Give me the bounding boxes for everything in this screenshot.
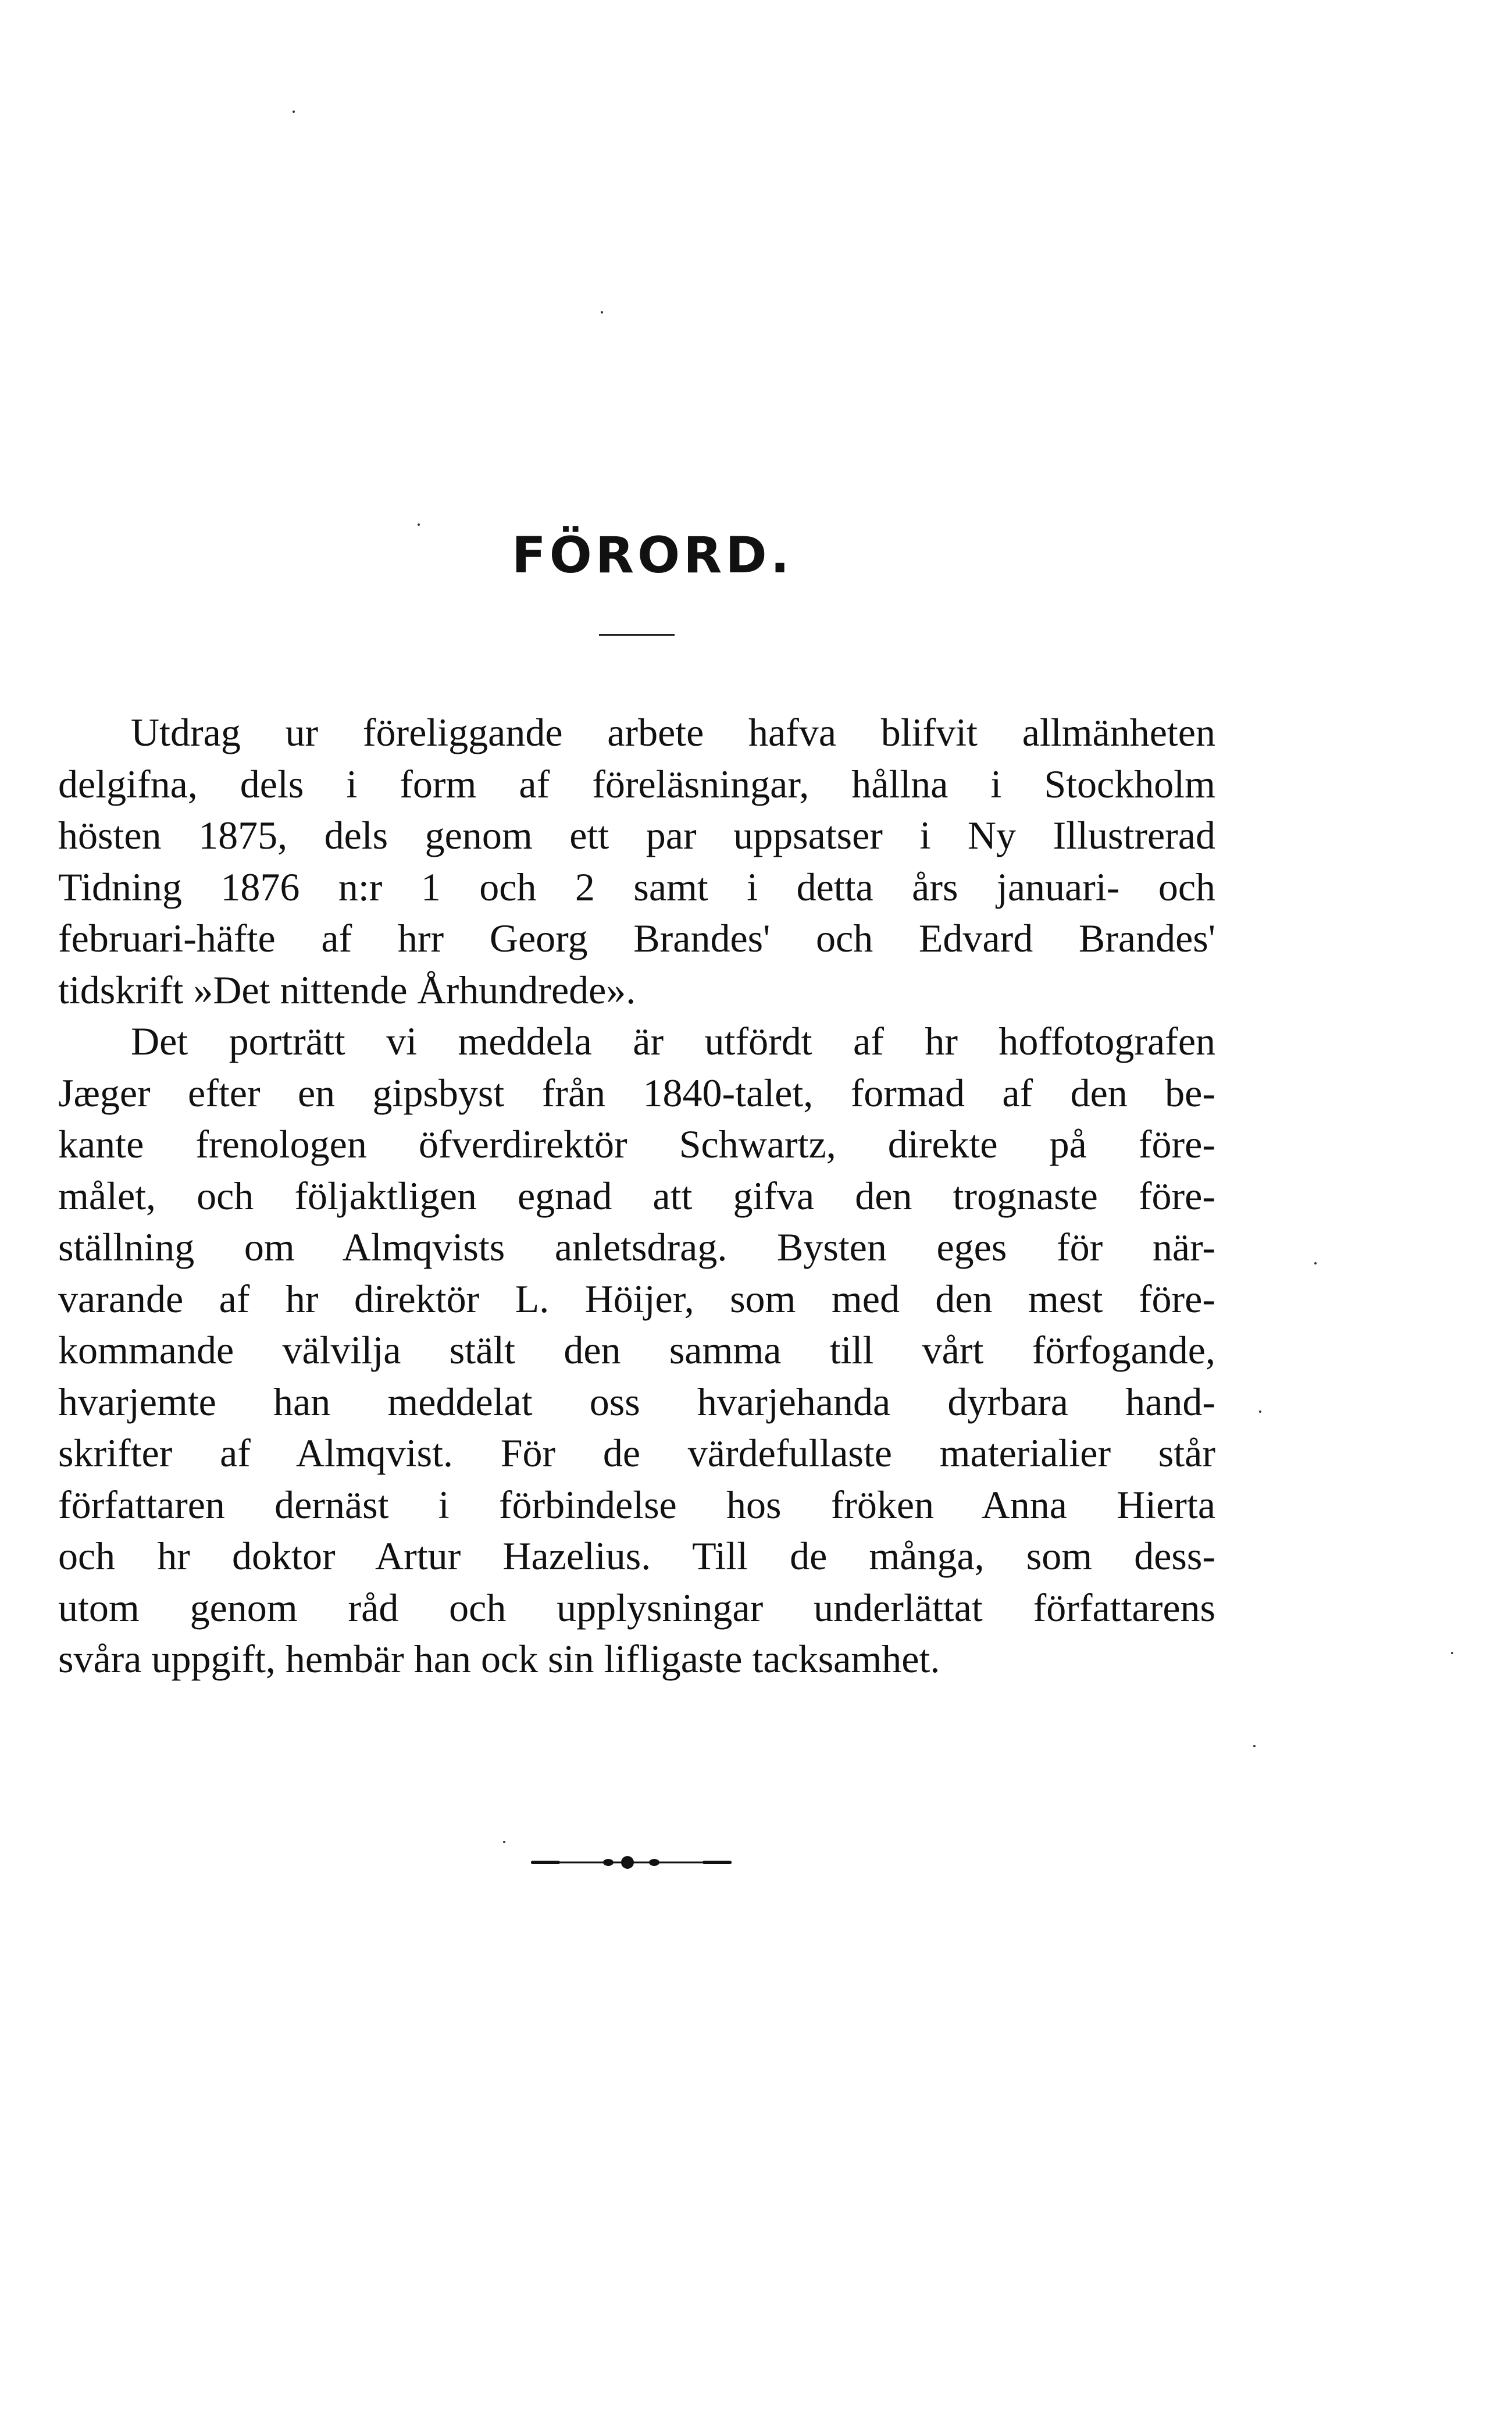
page-title: FÖRORD. (512, 526, 793, 585)
print-speck (1259, 1410, 1261, 1413)
text-line: Det porträtt vi meddela är utfördt af hr hoffotografen (131, 1019, 1215, 1063)
print-speck (1451, 1652, 1453, 1654)
text-line: och hr doktor Artur Hazelius. Till de många, som dess- (58, 1534, 1215, 1578)
text-line: februari-häfte af hrr Georg Brandes' och Edvard Brandes' (58, 916, 1215, 960)
text-line: varande af hr direktör L. Höijer, som med den mest före- (58, 1276, 1215, 1321)
print-speck (418, 523, 420, 526)
text-line: utom genom råd och upplysningar underlättat författarens (58, 1585, 1215, 1630)
text-line: författaren dernäst i förbindelse hos fröken Anna Hierta (58, 1482, 1215, 1527)
print-speck (601, 311, 603, 314)
tail-piece-rule-icon (531, 1855, 732, 1869)
text-line: delgifna, dels i form af föreläsningar, hållna i Stockholm (58, 761, 1215, 806)
print-speck (293, 111, 295, 113)
text-line: Utdrag ur föreliggande arbete hafva blifvit allmänheten (131, 710, 1215, 754)
text-line: Jæger efter en gipsbyst från 1840-talet, formad af den be- (58, 1070, 1215, 1115)
text-line: kante frenologen öfverdirektör Schwartz, direkte på före- (58, 1122, 1215, 1166)
text-line: hösten 1875, dels genom ett par uppsatser i Ny Illustrerad (58, 813, 1215, 857)
text-line: kommande välvilja stält den samma till vårt förfogande, (58, 1328, 1215, 1372)
print-speck (1314, 1262, 1317, 1264)
title-divider (599, 634, 675, 636)
text-line: tidskrift »Det nittende Århundrede». (58, 967, 636, 1012)
print-speck (1253, 1745, 1256, 1747)
preface-body (58, 707, 1215, 1685)
text-line: ställning om Almqvists anletsdrag. Bysten eges för när- (58, 1225, 1215, 1269)
text-line: svåra uppgift, hembär han ock sin lifligaste tacksamhet. (58, 1637, 940, 1681)
text-line: målet, och följaktligen egnad att gifva den trognaste före- (58, 1173, 1215, 1218)
text-line: hvarjemte han meddelat oss hvarjehanda dyrbara hand- (58, 1379, 1215, 1424)
text-line: Tidning 1876 n:r 1 och 2 samt i detta års januari- och (58, 864, 1215, 909)
text-line: skrifter af Almqvist. För de värdefullaste materialier står (58, 1431, 1215, 1475)
print-speck (503, 1841, 505, 1843)
